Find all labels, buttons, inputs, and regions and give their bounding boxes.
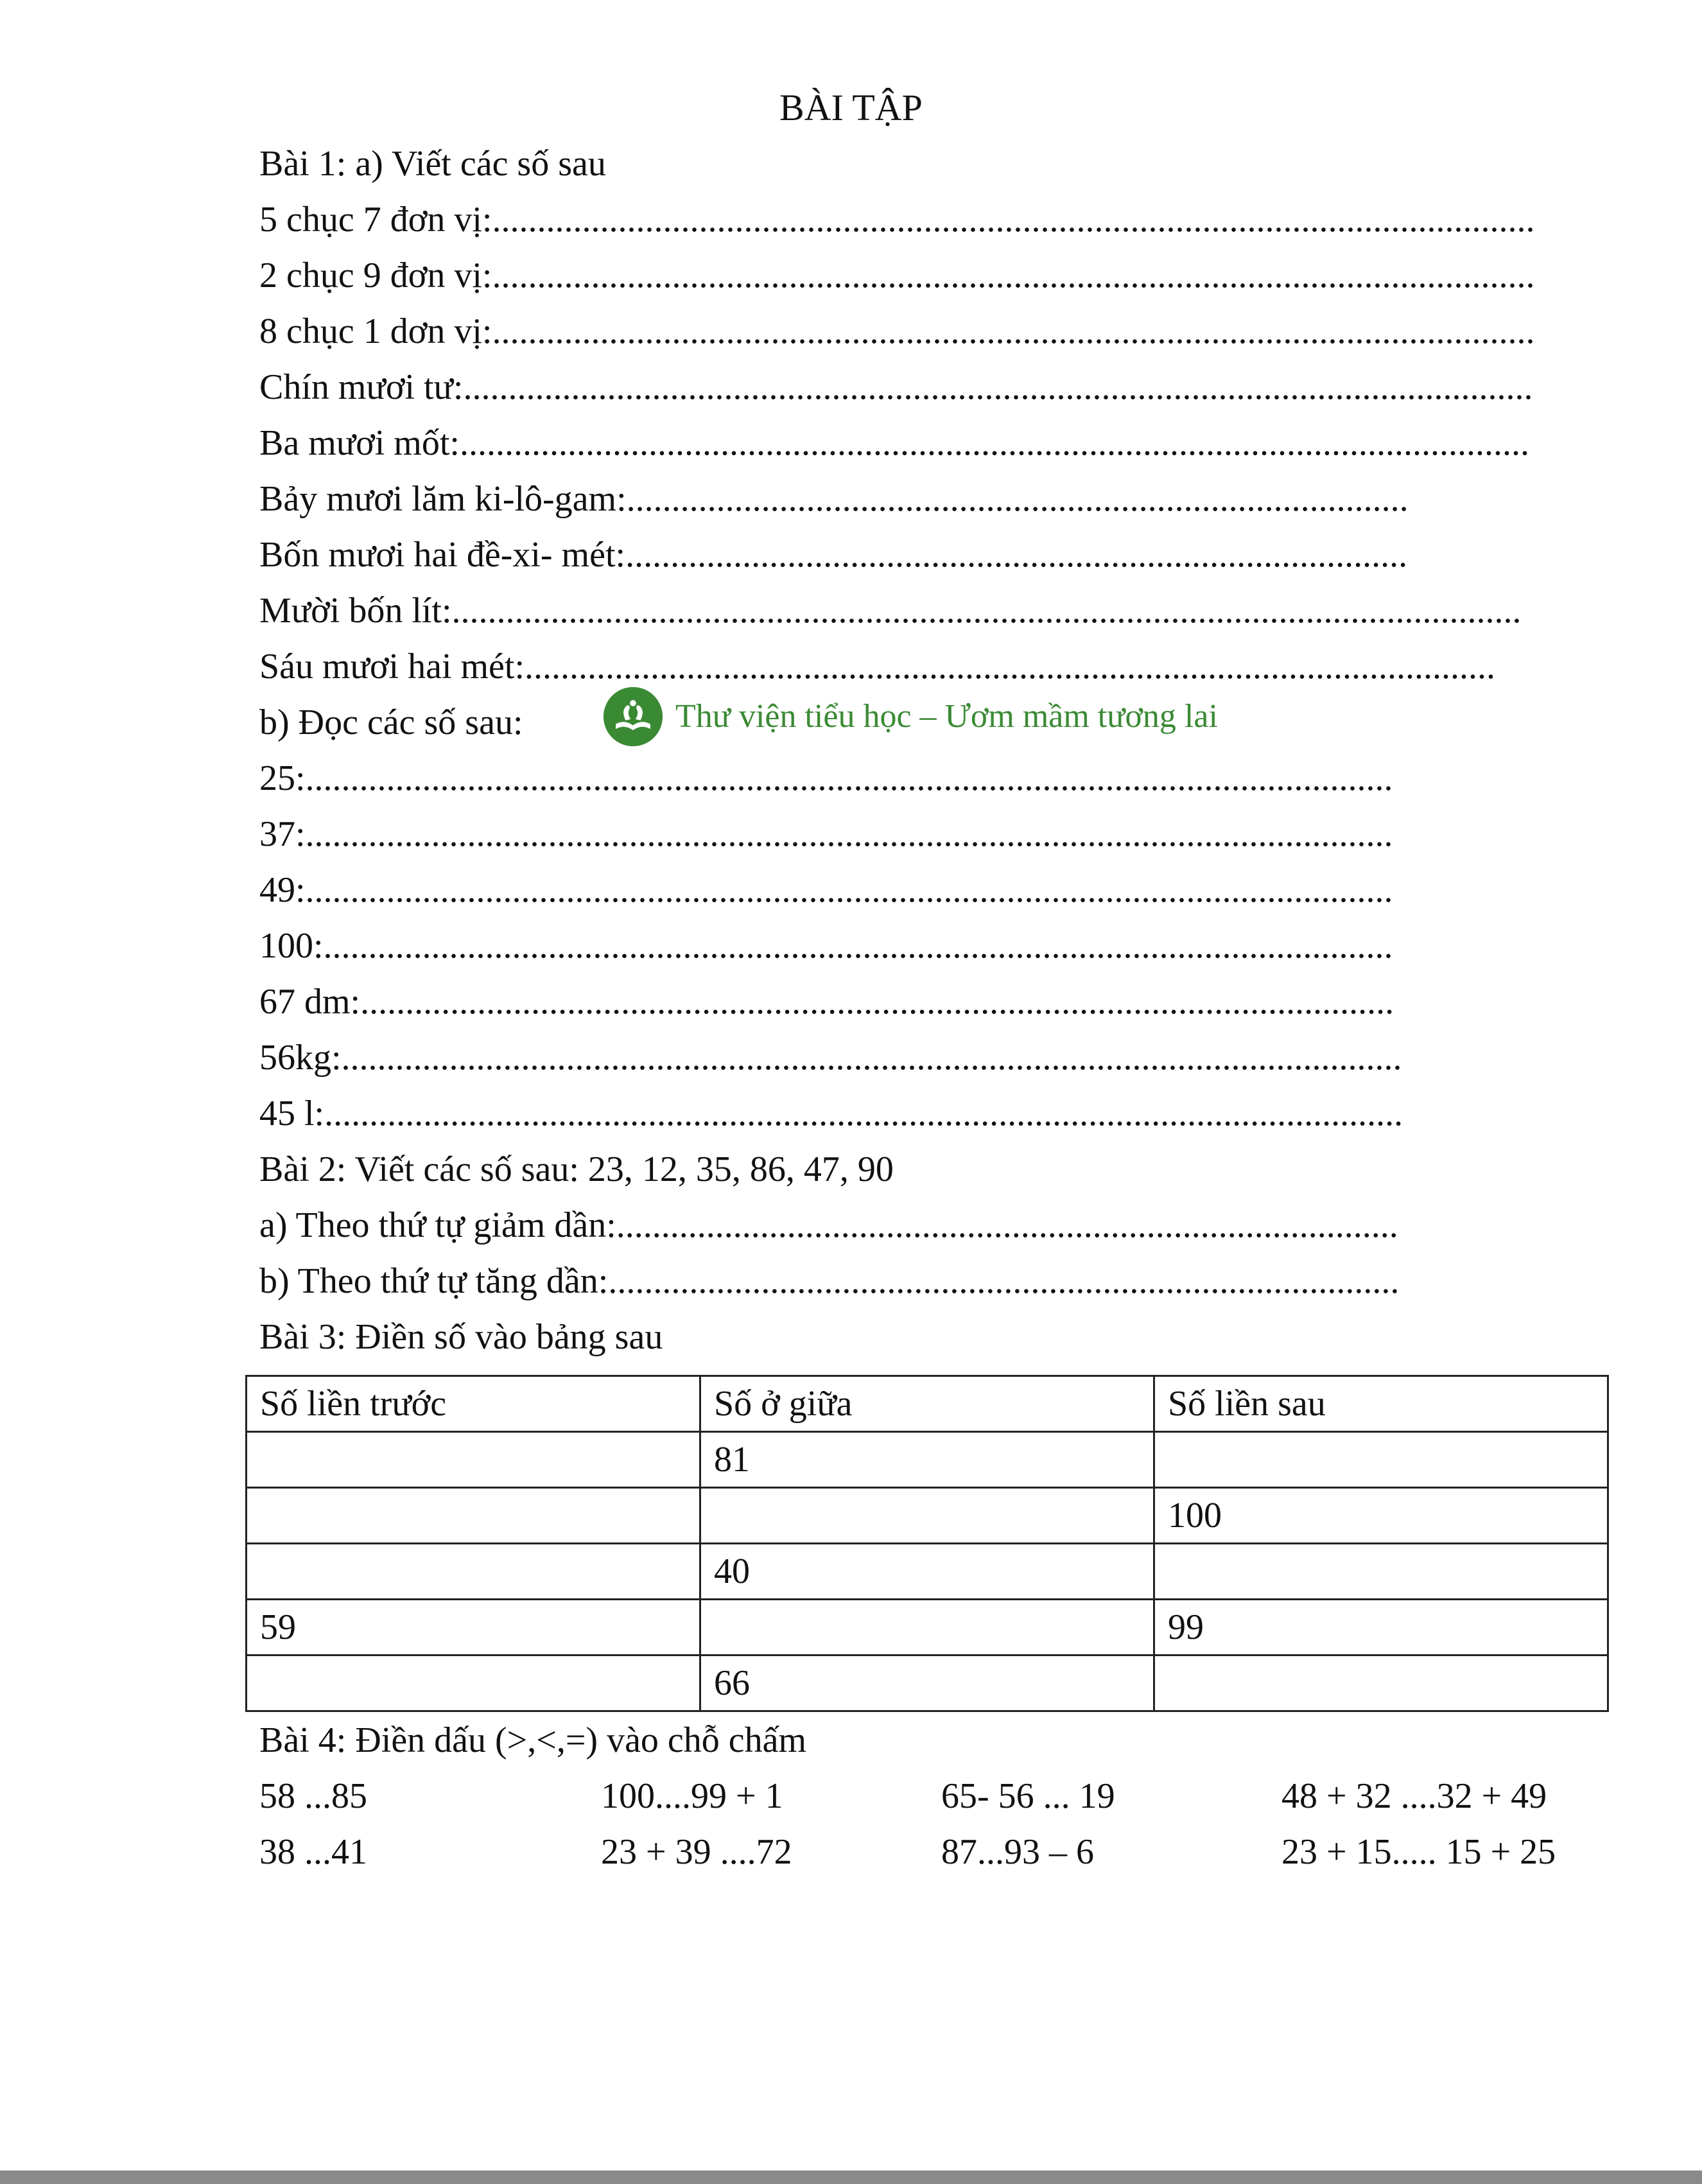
table-cell bbox=[247, 1488, 700, 1544]
comparison-item: 48 + 32 ....32 + 49 bbox=[1281, 1776, 1547, 1816]
table-row bbox=[247, 1544, 1608, 1600]
comparison-item: 100....99 + 1 bbox=[601, 1776, 783, 1816]
watermark bbox=[602, 686, 1218, 747]
table-cell bbox=[247, 1655, 700, 1711]
write-item: Bốn mươi hai đề-xi- mét:....................................................................................... bbox=[259, 535, 1408, 575]
write-item: 5 chục 7 đơn vị:.................................................................................................................... bbox=[259, 200, 1535, 240]
table-cell: 59 bbox=[247, 1600, 700, 1655]
table-cell bbox=[1154, 1655, 1608, 1711]
table-header-row bbox=[247, 1376, 1608, 1432]
table-cell: 40 bbox=[700, 1544, 1154, 1600]
table-row bbox=[247, 1488, 1608, 1544]
comparison-item: 23 + 15..... 15 + 25 bbox=[1281, 1832, 1556, 1872]
comparison-item: 23 + 39 ....72 bbox=[601, 1832, 792, 1872]
read-item: 37:......................................................................................................................... bbox=[259, 814, 1393, 854]
read-item: 45 l:........................................................................................................................ bbox=[259, 1094, 1403, 1133]
table-cell bbox=[247, 1432, 700, 1488]
bai2-heading: Bài 2: Viết các số sau: 23, 12, 35, 86, 47, 90 bbox=[259, 1149, 894, 1189]
bai1-heading: Bài 1: a) Viết các số sau bbox=[259, 144, 606, 184]
read-item: 67 dm:................................................................................................................... bbox=[259, 982, 1394, 1022]
column-header: Số liền sau bbox=[1154, 1376, 1608, 1432]
comparison-item: 65- 56 ... 19 bbox=[941, 1776, 1115, 1816]
write-item: 8 chục 1 dơn vị:.................................................................................................................... bbox=[259, 311, 1535, 351]
comparison-item: 58 ...85 bbox=[259, 1776, 367, 1816]
bai2-item: a) Theo thứ tự giảm dần:....................................................................................... bbox=[259, 1205, 1398, 1245]
table-row bbox=[247, 1600, 1608, 1655]
read-item: 25:......................................................................................................................... bbox=[259, 758, 1393, 798]
open-book-swan-logo-icon bbox=[602, 686, 664, 747]
write-item: Sáu mươi hai mét:............................................................................................................ bbox=[259, 647, 1496, 686]
table-row bbox=[247, 1432, 1608, 1488]
table-cell bbox=[247, 1544, 700, 1600]
bai4-heading: Bài 4: Điền dấu (>,<,=) vào chỗ chấm bbox=[259, 1720, 807, 1760]
comparison-item: 87...93 – 6 bbox=[941, 1832, 1094, 1872]
column-header: Số ở giữa bbox=[700, 1376, 1154, 1432]
table-cell bbox=[1154, 1544, 1608, 1600]
table-cell bbox=[700, 1488, 1154, 1544]
table-cell: 99 bbox=[1154, 1600, 1608, 1655]
write-item: 2 chục 9 đơn vị:.................................................................................................................... bbox=[259, 256, 1535, 295]
write-item: Ba mươi mốt:....................................................................................................................... bbox=[259, 423, 1529, 463]
table-cell: 100 bbox=[1154, 1488, 1608, 1544]
table-row bbox=[247, 1655, 1608, 1711]
comparison-item: 38 ...41 bbox=[259, 1832, 367, 1872]
write-item: Mười bốn lít:....................................................................................................................... bbox=[259, 591, 1522, 631]
page-bottom-edge bbox=[0, 2171, 1702, 2184]
read-heading: b) Đọc các số sau: bbox=[259, 703, 523, 742]
bai2-item: b) Theo thứ tự tăng dần:........................................................................................ bbox=[259, 1261, 1400, 1301]
table-cell: 66 bbox=[700, 1655, 1154, 1711]
table-cell bbox=[700, 1600, 1154, 1655]
number-table bbox=[245, 1375, 1609, 1712]
table-cell: 81 bbox=[700, 1432, 1154, 1488]
read-item: 56kg:...................................................................................................................... bbox=[259, 1038, 1402, 1078]
column-header: Số liền trước bbox=[247, 1376, 700, 1432]
read-item: 49:......................................................................................................................... bbox=[259, 870, 1393, 910]
write-item: Chín mươi tư:....................................................................................................................... bbox=[259, 367, 1533, 407]
write-item: Bảy mươi lăm ki-lô-gam:....................................................................................... bbox=[259, 479, 1409, 519]
read-item: 100:....................................................................................................................... bbox=[259, 926, 1393, 966]
bai3-heading: Bài 3: Điền số vào bảng sau bbox=[259, 1317, 663, 1357]
page-title: BÀI TẬP bbox=[779, 87, 923, 128]
watermark-text: Thư viện tiểu học – Ươm mầm tương lai bbox=[675, 698, 1218, 735]
table-cell bbox=[1154, 1432, 1608, 1488]
